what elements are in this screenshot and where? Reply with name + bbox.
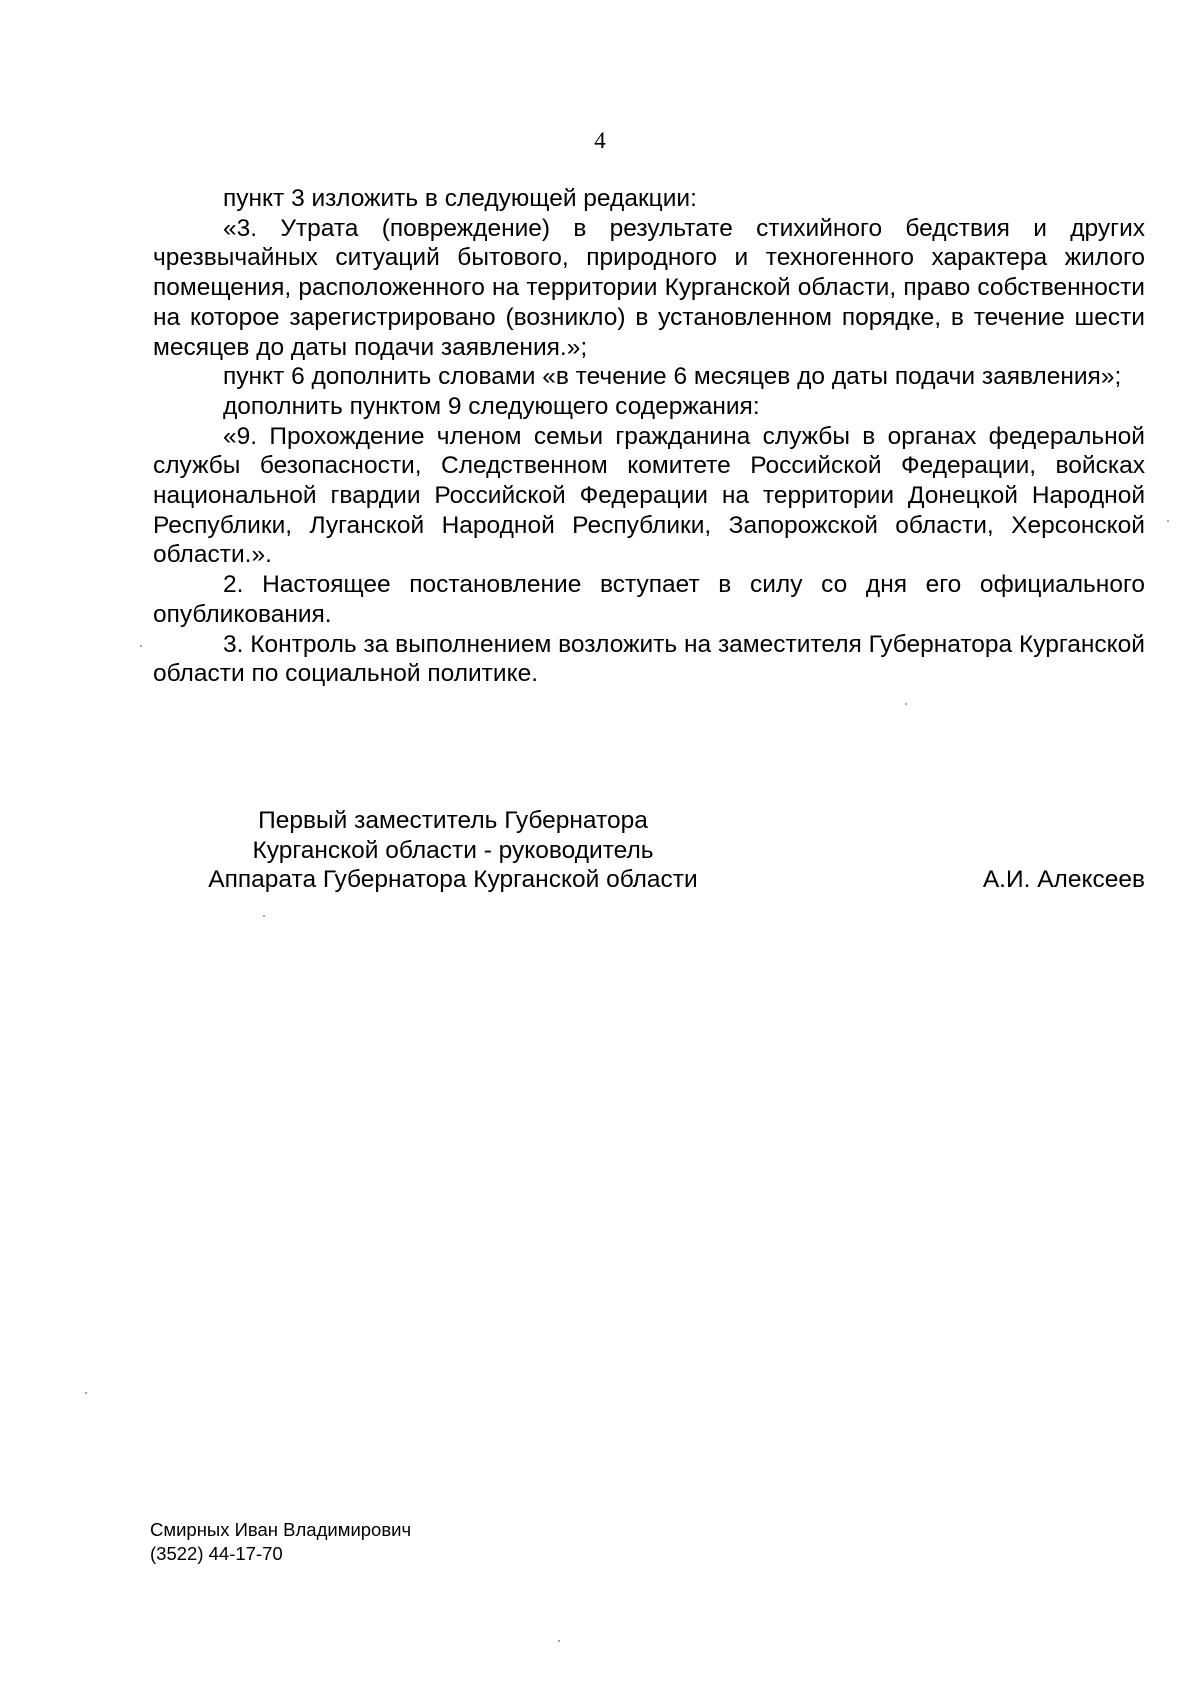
paragraph-point-6: пункт 6 дополнить словами «в течение 6 месяцев до даты подачи заявления»; bbox=[223, 363, 1122, 391]
contact-name: Смирных Иван Владимирович bbox=[150, 1519, 412, 1540]
scan-speck bbox=[85, 1392, 87, 1394]
signatory-title-line: Курганской области - руководитель bbox=[252, 836, 654, 864]
paragraph-item-2: 2. Настоящее постановление вступает в силу со дня его официального опубликования. bbox=[153, 571, 1145, 628]
scan-speck bbox=[1167, 520, 1169, 522]
paragraph-point-3-intro: пункт 3 изложить в следующей редакции: bbox=[223, 185, 697, 212]
signatory-name: А.И. Алексеев bbox=[982, 866, 1145, 894]
scan-speck bbox=[263, 915, 265, 917]
paragraph-point-9-text: «9. Прохождение членом семьи гражданина службы в органах федеральной службы безопасности, Следственном комитете Российской Федерации, войсках национальной гвардии Российской Федерации на территории Донецкой Народной Республики, Луганской Народной Республики, Запорожской области, Херсонской области.». bbox=[153, 422, 1145, 569]
paragraph-item-3: 3. Контроль за выполнением возложить на заместителя Губернатора Курганской области по социальной политике. bbox=[153, 630, 1145, 688]
paragraph-point-3-text: «3. Утрата (повреждение) в результате стихийного бедствия и других чрезвычайных ситуаций бытового, природного и техногенного характера жилого помещения, расположенного на территории Курганской области, право собственности на которое зарегистрировано (возникло) в установленном порядке, в течение шести месяцев до даты подачи заявления.»; bbox=[153, 214, 1145, 361]
scan-speck bbox=[905, 703, 907, 705]
scan-speck bbox=[140, 645, 142, 647]
contact-block bbox=[150, 1518, 411, 1566]
signatory-title-line: Первый заместитель Губернатора bbox=[258, 807, 648, 834]
signatory-title-line: Аппарата Губернатора Курганской области bbox=[208, 866, 698, 894]
paragraph-point-9-intro: дополнить пунктом 9 следующего содержания: bbox=[223, 392, 760, 420]
signatory-title bbox=[153, 806, 753, 895]
contact-phone: (3522) 44-17-70 bbox=[150, 1543, 283, 1564]
scan-speck bbox=[558, 1640, 560, 1642]
signature-block bbox=[153, 806, 1145, 896]
page-number: 4 bbox=[594, 128, 606, 153]
document-body bbox=[153, 184, 1145, 689]
